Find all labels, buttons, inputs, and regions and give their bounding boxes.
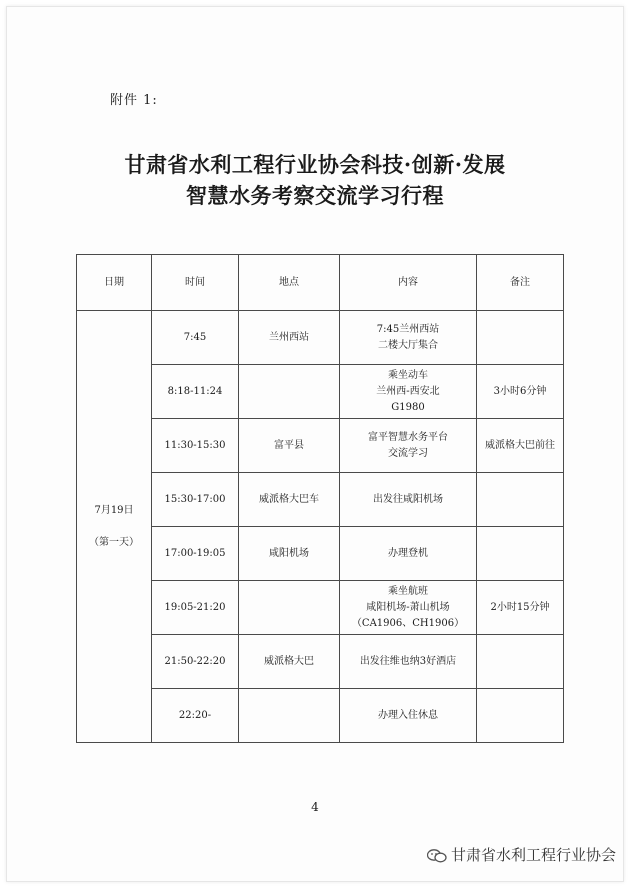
place-cell: 威派格大巴车 (239, 473, 340, 527)
time-cell: 21:50-22:20 (152, 635, 239, 689)
note-cell (477, 473, 564, 527)
date-cell (77, 311, 152, 743)
header-note: 备注 (477, 255, 564, 311)
content-line: 富平智慧水务平台 (368, 431, 448, 443)
place-cell: 威派格大巴 (239, 635, 340, 689)
watermark-text: 甘肃省水利工程行业协会 (450, 846, 616, 864)
content-cell (340, 419, 477, 473)
content-cell (340, 473, 477, 527)
place-cell: 咸阳机场 (239, 527, 340, 581)
note-cell (477, 311, 564, 365)
header-place: 地点 (239, 255, 340, 311)
content-cell (340, 581, 477, 635)
time-cell: 7:45 (152, 311, 239, 365)
doc-title-line1: 甘肃省水利工程行业协会科技·创新·发展 (124, 152, 506, 177)
table-row (77, 311, 564, 365)
note-cell: 3小时6分钟 (477, 365, 564, 419)
content-line: 办理入住休息 (378, 709, 438, 721)
content-line: 7:45兰州西站 (376, 323, 440, 335)
place-cell: 兰州西站 (239, 311, 340, 365)
place-cell (239, 689, 340, 743)
place-cell (239, 365, 340, 419)
page-number: 4 (311, 800, 319, 814)
time-cell: 17:00-19:05 (152, 527, 239, 581)
schedule-table (76, 254, 564, 743)
note-cell (477, 689, 564, 743)
header-date: 日期 (77, 255, 152, 311)
content-line: 乘坐动车 (388, 369, 428, 381)
day-label: （第一天） (89, 536, 139, 548)
document-page (6, 6, 624, 882)
content-line: 兰州西-西安北 (376, 385, 440, 397)
time-cell: 11:30-15:30 (152, 419, 239, 473)
content-cell (340, 635, 477, 689)
time-cell: 8:18-11:24 (152, 365, 239, 419)
header-content: 内容 (340, 255, 477, 311)
content-cell (340, 365, 477, 419)
time-cell: 19:05-21:20 (152, 581, 239, 635)
table-header-row (77, 255, 564, 311)
content-cell (340, 311, 477, 365)
content-cell (340, 689, 477, 743)
note-cell (477, 635, 564, 689)
content-line: 出发往咸阳机场 (373, 493, 443, 505)
content-line: 咸阳机场-萧山机场 (366, 601, 450, 613)
content-line: 出发往维也纳3好酒店 (359, 655, 457, 667)
content-line: G1980 (391, 401, 425, 413)
content-line: （CA1906、CH1906） (351, 617, 465, 629)
content-cell (340, 527, 477, 581)
attachment-label: 附件 1: (110, 93, 158, 108)
time-cell: 22:20- (152, 689, 239, 743)
note-cell (477, 527, 564, 581)
content-line: 乘坐航班 (388, 585, 428, 597)
note-cell: 威派格大巴前往 (477, 419, 564, 473)
content-line: 二楼大厅集合 (378, 339, 438, 351)
wechat-icon (427, 848, 447, 862)
date-text: 7月19日 (94, 504, 134, 516)
content-line: 交流学习 (388, 447, 428, 459)
doc-title-line2: 智慧水务考察交流学习行程 (186, 183, 444, 208)
place-cell: 富平县 (239, 419, 340, 473)
content-line: 办理登机 (388, 547, 428, 559)
watermark (427, 844, 616, 865)
time-cell: 15:30-17:00 (152, 473, 239, 527)
place-cell (239, 581, 340, 635)
header-time: 时间 (152, 255, 239, 311)
note-cell: 2小时15分钟 (477, 581, 564, 635)
